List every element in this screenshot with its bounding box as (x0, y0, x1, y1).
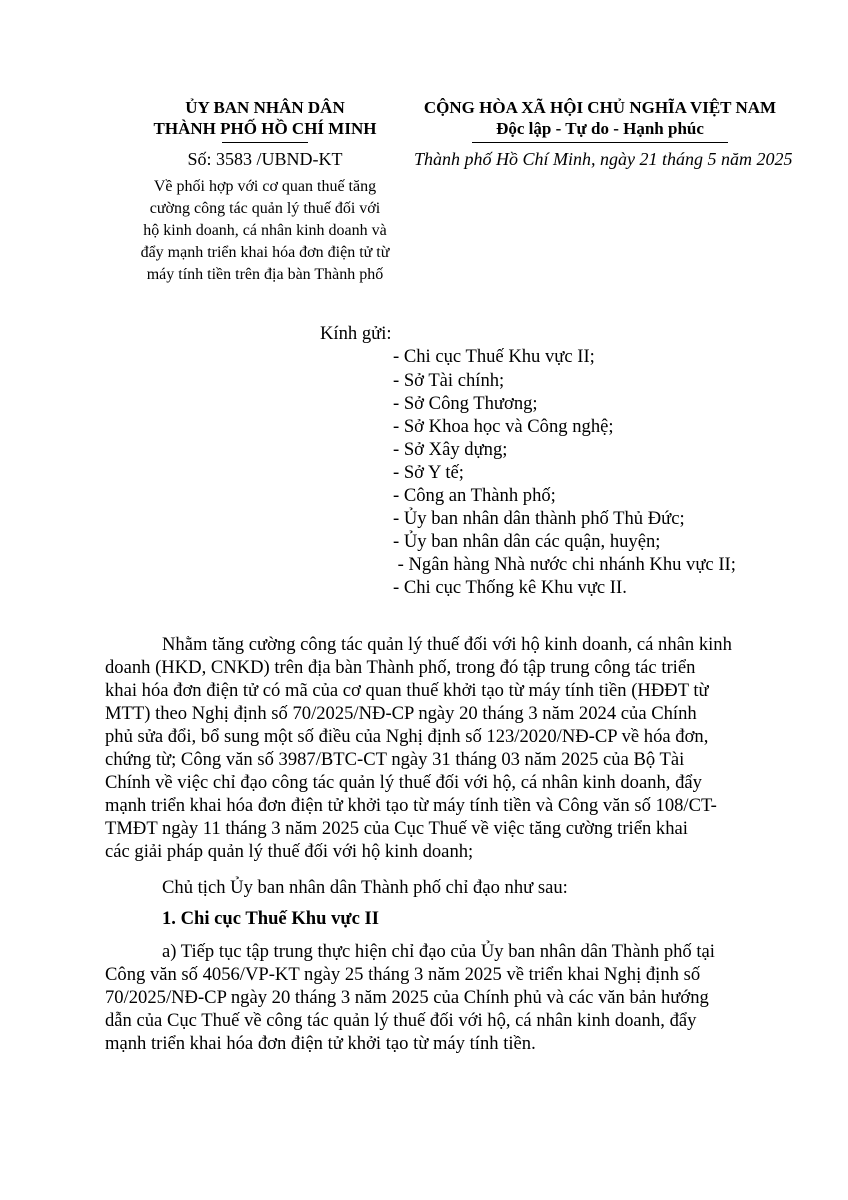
intro-line: Nhằm tăng cường công tác quản lý thuế đối với hộ kinh doanh, cá nhân kinh (162, 634, 732, 655)
intro-line: TMĐT ngày 11 tháng 3 năm 2025 của Cục Thuế về việc tăng cường triển khai (105, 818, 688, 839)
section-paragraph-line: 70/2025/NĐ-CP ngày 20 tháng 3 năm 2025 của Chính phủ và các văn bản hướng (105, 987, 709, 1008)
intro-line: các giải pháp quản lý thuế đối với hộ kinh doanh; (105, 841, 474, 862)
subject-line-1: Về phối hợp với cơ quan thuế tăng (153, 178, 377, 195)
national-title: CỘNG HÒA XÃ HỘI CHỦ NGHĨA VIỆT NAM (423, 98, 777, 117)
subject-line-5: máy tính tiền trên địa bàn Thành phố (146, 266, 384, 283)
issuing-agency-line1: ỦY BAN NHÂN DÂN (185, 98, 345, 117)
recipient-item: - Chi cục Thống kê Khu vực II. (393, 577, 627, 598)
subject-line-4: đẩy mạnh triển khai hóa đơn điện tử từ (140, 244, 390, 261)
recipient-item: - Ngân hàng Nhà nước chi nhánh Khu vực II; (393, 554, 736, 575)
intro-line: mạnh triển khai hóa đơn điện tử khởi tạo từ máy tính tiền và Công văn số 108/CT- (105, 795, 717, 816)
recipient-item: - Sở Tài chính; (393, 370, 505, 391)
recipient-item: - Sở Xây dựng; (393, 439, 508, 460)
section-paragraph-line: a) Tiếp tục tập trung thực hiện chỉ đạo của Ủy ban nhân dân Thành phố tại (162, 941, 715, 962)
intro-line: MTT) theo Nghị định số 70/2025/NĐ-CP ngày 20 tháng 3 năm 2024 của Chính (105, 703, 697, 724)
subject-line-3: hộ kinh doanh, cá nhân kinh doanh và (143, 222, 387, 239)
intro-line: Chính về việc chỉ đạo công tác quản lý thuế đối với hộ, cá nhân kinh doanh, đẩy (105, 772, 702, 793)
recipient-item: - Công an Thành phố; (393, 485, 556, 506)
recipient-item: - Sở Công Thương; (393, 393, 538, 414)
place-and-date: Thành phố Hồ Chí Minh, ngày 21 tháng 5 năm 2025 (414, 149, 793, 169)
intro-line: phủ sửa đổi, bổ sung một số điều của Nghị định số 123/2020/NĐ-CP về hóa đơn, (105, 726, 709, 747)
subject-line-2: cường công tác quản lý thuế đối với (149, 200, 381, 217)
recipient-item: - Ủy ban nhân dân thành phố Thủ Đức; (393, 508, 685, 529)
recipients-label: Kính gửi: (320, 323, 392, 344)
intro-line: doanh (HKD, CNKD) trên địa bàn Thành phố, trong đó tập trung công tác triển (105, 657, 696, 678)
intro-line: khai hóa đơn điện tử có mã của cơ quan thuế khởi tạo từ máy tính tiền (HĐĐT từ (105, 680, 709, 701)
directive-line: Chủ tịch Ủy ban nhân dân Thành phố chỉ đạo như sau: (162, 877, 568, 898)
recipient-item: - Ủy ban nhân dân các quận, huyện; (393, 531, 661, 552)
intro-line: chứng từ; Công văn số 3987/BTC-CT ngày 31 tháng 03 năm 2025 của Bộ Tài (105, 749, 685, 770)
section-paragraph-line: dẫn của Cục Thuế về công tác quản lý thuế đối với hộ, cá nhân kinh doanh, đẩy (105, 1010, 697, 1031)
motto-underline (472, 142, 728, 143)
recipient-item: - Sở Khoa học và Công nghệ; (393, 416, 614, 437)
section-paragraph-line: Công văn số 4056/VP-KT ngày 25 tháng 3 năm 2025 về triển khai Nghị định số (105, 964, 701, 985)
section-paragraph-line: mạnh triển khai hóa đơn điện tử khởi tạo từ máy tính tiền. (105, 1033, 536, 1054)
issuing-agency-line2: THÀNH PHỐ HỒ CHÍ MINH (153, 119, 377, 138)
recipient-item: - Sở Y tế; (393, 462, 464, 483)
national-motto: Độc lập - Tự do - Hạnh phúc (496, 119, 704, 138)
section-heading: 1. Chi cục Thuế Khu vực II (162, 908, 379, 929)
document-number: Số: 3583 /UBND-KT (187, 149, 343, 169)
agency-underline (222, 142, 308, 143)
recipient-item: - Chi cục Thuế Khu vực II; (393, 346, 595, 367)
